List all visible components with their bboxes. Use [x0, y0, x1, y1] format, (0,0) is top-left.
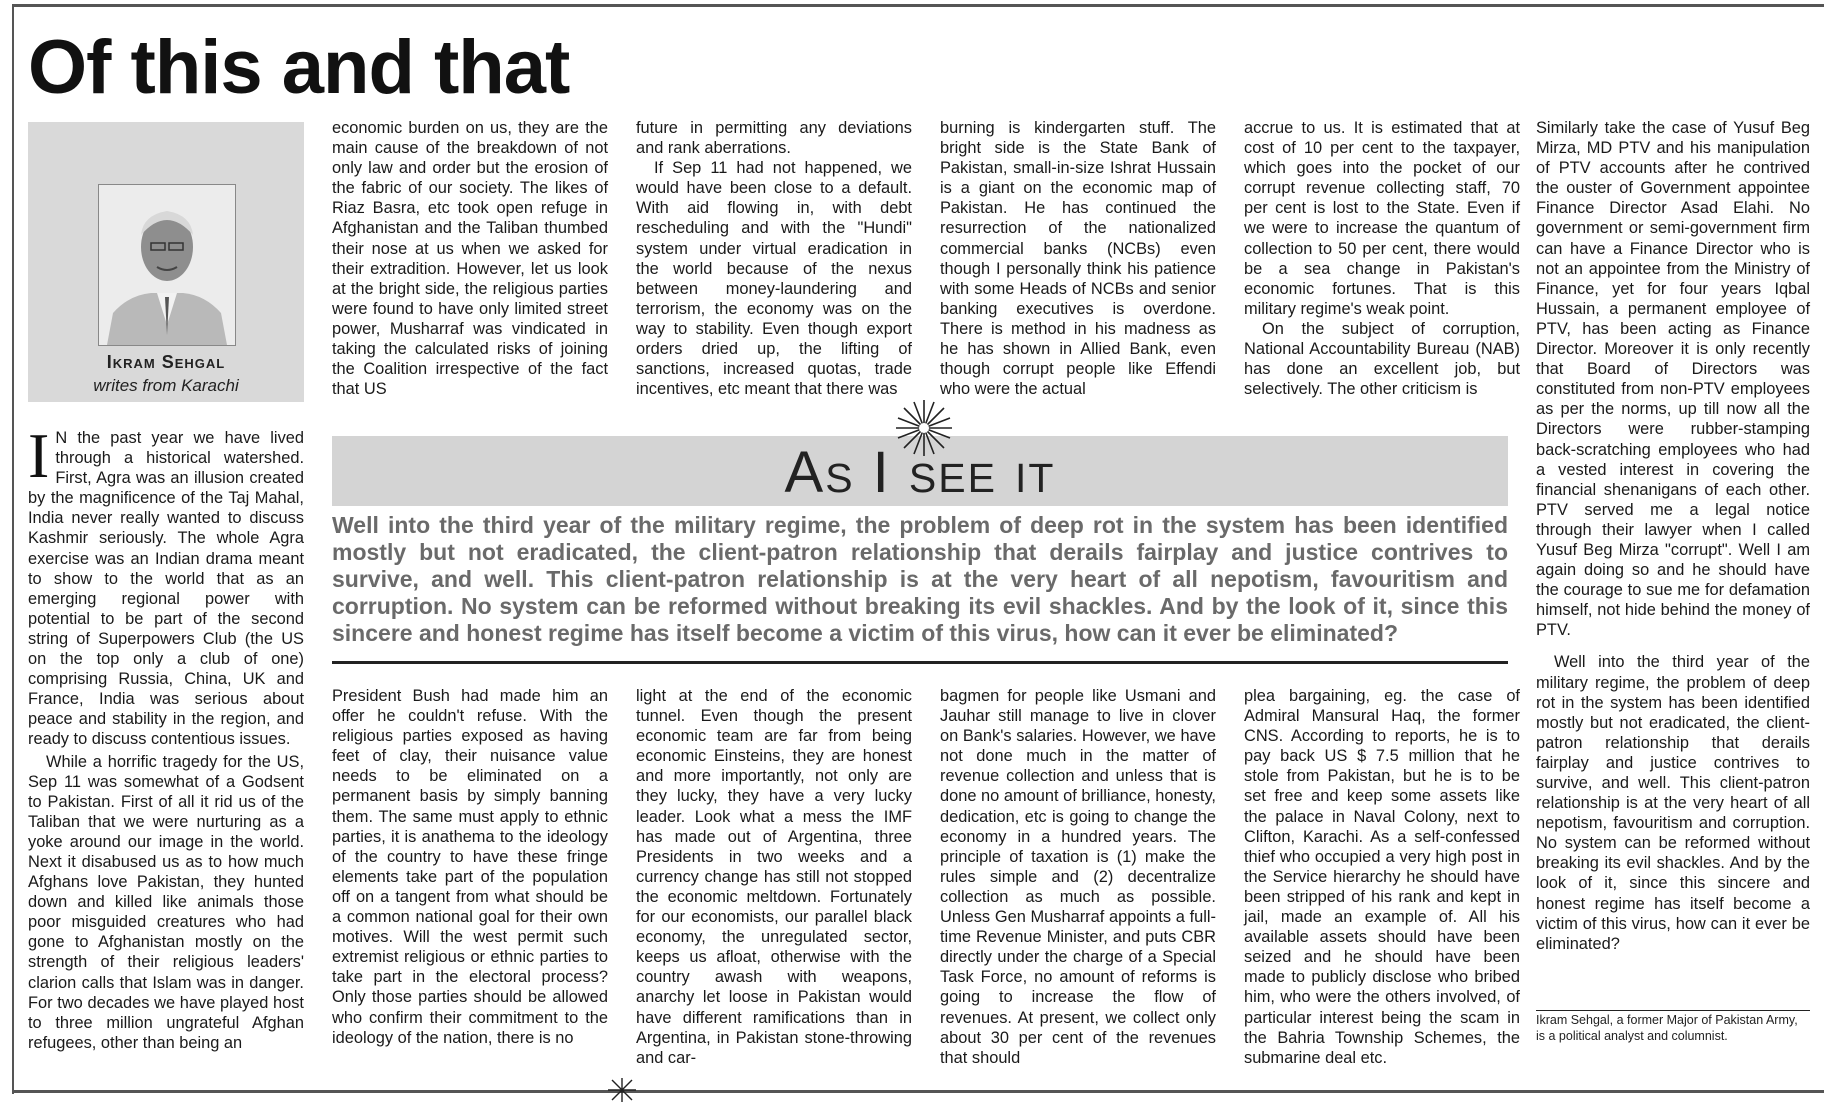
bottom-starburst-icon [604, 1076, 640, 1107]
author-portrait-icon [99, 185, 235, 345]
column-4-bottom [940, 686, 1216, 1068]
column-3-top-paragraph-2: If Sep 11 had not happened, we would have been close to a default. With aid flowing in, with debt rescheduling and with the "Hundi" system under virtual eradication in the world because of the nexus between money-laundering and terrorism, the economy was on the way to stability. Even though export orders dried up, the lifting of sanctions, increased quotas, trade incentives, etc meant that there was [636, 159, 912, 399]
footnote-rule [1536, 1010, 1810, 1011]
column-4-top [940, 118, 1216, 399]
column-5-top [1244, 118, 1520, 399]
column-4-top-text: burning is kindergarten stuff. The bright side is the State Bank of Pakistan, small-in-size Ishrat Hussain is a giant on the economic map of Pakistan. He has continued the resurrection of the nationalized commercial banks (NCBs) even though I personally think his patience with some Heads of NCBs and senior banking executives is overdone. There is method in his madness as he has shown in Allied Bank, even though corrupt people like Effendi who were the actual [940, 119, 1216, 399]
column-3-top-paragraph-1: future in permitting any deviations and rank aberrations. [636, 119, 912, 158]
drop-cap: I [28, 420, 50, 491]
column-5-bottom [1244, 686, 1520, 1068]
column-2-top-text: economic burden on us, they are the main cause of the breakdown of not only law and order but the erosion of the fabric of our society. The likes of Riaz Basra, etc took open refuge in Afghanistan and the Taliban thumbed their nose at us when we asked for their extradition. However, let us look at the bright side, the religious parties were found to have only limited street power, Musharraf was vindicated in taking the calculated risks of joining the Coalition irrespective of the fact that US [332, 119, 608, 399]
column-4-bottom-text: bagmen for people like Usmani and Jauhar still manage to live in clover on Bank's salaries. However, we have not done much in the matter of revenue collection and unless that is done no amount of brilliance, honesty, dedication, etc is going to change the economy in a hundred years. The principle of taxation is (1) make the rules simple and (2) decentralize collection as much as possible. Unless Gen Musharraf appoints a full-time Revenue Minister, and puts CBR directly under the charge of a Special Task Force, no amount of reforms is going to increase the flow of revenues. At present, we collect only about 30 per cent of the revenues that should [940, 687, 1216, 1067]
headline: Of this and that [28, 25, 570, 110]
author-name: Ikram Sehgal [106, 352, 226, 372]
column-1 [28, 420, 304, 1053]
pull-quote-rule [332, 661, 1508, 664]
bottom-rule [12, 1090, 1824, 1093]
column-2-bottom [332, 686, 608, 1048]
left-rule [12, 4, 14, 1094]
author-photo [98, 184, 236, 346]
column-2-top [332, 118, 608, 399]
column-2-bottom-text: President Bush had made him an offer he couldn't refuse. With the religious parties exposed as having feet of clay, their nuisance value needs to be eliminated on a permanent basis by simply banning them. The same must apply to ethnic parties, it is anathema to the ideology of the country to have these fringe elements take part of the population off on a tangent from what should be a common national goal for their own motives. Will the west permit such extremist religious or ethnic parties to take part in the electoral process? Only those parties should be allowed who confirm their commitment to the ideology of the nation, there is no [332, 687, 608, 1047]
column-3-bottom [636, 686, 912, 1068]
author-location: writes from Karachi [93, 376, 239, 395]
section-title: As I see it [784, 440, 1056, 505]
column-5-bottom-text: plea bargaining, eg. the case of Admiral Mansural Haq, the former CNS. According to reports, he is to pay back US $ 7.5 million that he stole from Pakistan, but he is to be set free and keep some assets like the palace in Naval Colony, next to Clifton, Karachi. As a self-confessed thief who occupied a very high post in the Service hierarchy he should have been stripped of his rank and kept in jail, made an example of. All his available assets should have been seized and he should have been made to publicly disclose who bribed him, who were the others involved, of particular interest being the scam in the Bahria Township Schemes, the submarine deal etc. [1244, 687, 1520, 1067]
column-3-top [636, 118, 912, 399]
column-6-paragraph-2: Well into the third year of the military regime, the problem of deep rot in the system has been identified mostly but not eradicated, the client-patron relationship that derails fairplay and justice contrives to survive, and well. This client-patron relationship is at the very heart of all nepotism, favouritism and corruption. No system can be reformed without breaking its evil shackles. And by the look of it, since this sincere and honest regime has itself become a victim of this virus, how can it ever be eliminated? [1536, 653, 1810, 953]
pull-quote: Well into the third year of the military regime, the problem of deep rot in the system has been identified mostly but not eradicated, the client-patron relationship that derails fairplay and justice contrives to survive, and well. This client-patron relationship is at the very heart of all nepotism, favouritism and corruption. No system can be reformed without breaking its evil shackles. And by the look of it, since this sincere and honest regime has itself become a victim of this virus, how can it ever be eliminated? [332, 512, 1508, 646]
column-6-paragraph-1: Similarly take the case of Yusuf Beg Mirza, MD PTV and his manipulation of PTV accounts after he contrived the ouster of Government appointee Finance Director Asad Elahi. No government or semi-government firm can have a Finance Director who is not an appointee from the Ministry of Finance, yet for four years Iqbal Hussain, a permanent employee of PTV, has been acting as Finance Director. Moreover it is only recently that Board of Directors was constituted from non-PTV employees as per the norms, up till now all the Directors were rubber-stamping back-scratching employees who had a vested interest in covering the financial shenanigans of each other. PTV served me a legal notice through their lawyer when I called Yusuf Beg Mirza "corrupt". Well I am again doing so and he should have the courage to sue me for defamation himself, not hide behind the money of PTV. [1536, 119, 1810, 640]
column-6 [1536, 118, 1810, 954]
top-rule [12, 4, 1824, 7]
column-1-paragraph-1 [28, 420, 304, 750]
column-5-top-paragraph-1: accrue to us. It is estimated that at cost of 10 per cent to the taxpayer, which goes into the pocket of our corrupt revenue collecting staff, 70 per cent is lost to the State. Even if we were to increase the quantum of collection to 50 per cent, there would be a sea change in Pakistan's economic fortunes. That is this military regime's weak point. [1244, 119, 1520, 318]
column-1-paragraph-2: While a horrific tragedy for the US, Sep 11 was somewhat of a Godsent to Pakistan. First of all it rid us of the Taliban that we were nurturing as a yoke around our image in the world. Next it disabused us as to how much Afghans love Pakistan, they hunted down and killed like animals those poor misguided creatures who had gone to Afghanistan mostly on the strength of their religious leaders' clarion calls that Islam was in danger. For two decades we have played host to three million ungrateful Afghan refugees, other than being an [28, 752, 304, 1052]
author-footnote: Ikram Sehgal, a former Major of Pakistan Army, is a political analyst and columnist. [1536, 1013, 1798, 1043]
column-1-paragraph-1-text: N the past year we have lived through a historical watershed. First, Agra was an illusion created by the magnificence of the Taj Mahal, India never really wanted to discuss Kashmir seriously. The whole Agra exercise was an Indian drama meant to show to the world that as an emerging regional power with potential to be part of the second string of Superpowers Club (the US on the top only a club of one) comprising Russia, China, UK and France, India was serious about peace and stability in the region, and ready to discuss contentious issues. [28, 429, 304, 749]
column-3-bottom-text: light at the end of the economic tunnel. Even though the present economic team are far from being economic Einsteins, they are honest and more importantly, not only are they lucky, they have a very lucky leader. Look what a mess the IMF has made out of Argentina, three Presidents in two weeks and a currency change has still not stopped the economic meltdown. Fortunately for our economists, our parallel black economy, the unregulated sector, keeps us afloat, otherwise with the country awash with weapons, anarchy let loose in Pakistan would have different ramifications than in Argentina, in Pakistan stone-throwing and car- [636, 687, 912, 1067]
column-5-top-paragraph-2: On the subject of corruption, National Accountability Bureau (NAB) has done an excellent job, but selectively. The other criticism is [1244, 319, 1520, 399]
